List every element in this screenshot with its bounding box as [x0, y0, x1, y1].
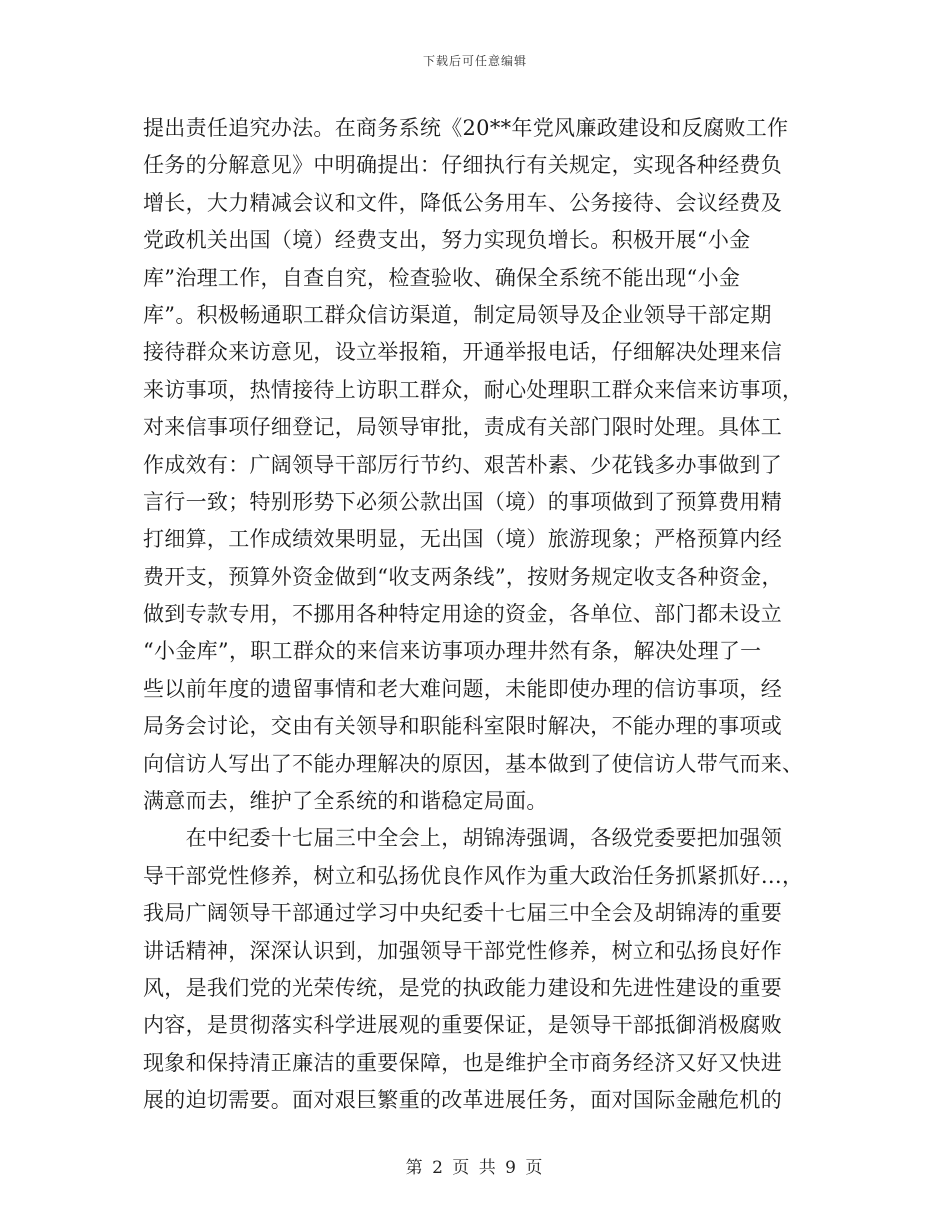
- text-line: 局务会讨论，交由有关领导和职能科室限时解决，不能办理的事项或: [143, 714, 782, 739]
- text-line: 在中纪委十七届三中全会上，胡锦涛强调，各级党委要把加强领: [143, 826, 782, 851]
- text-line: 导干部党性修养，树立和弘扬优良作风作为重大政治任务抓紧抓好…，: [143, 863, 804, 888]
- document-body: [143, 110, 808, 1120]
- text-line: “小金库”，职工群众的来信来访事项办理井然有条，解决处理了一: [143, 639, 762, 664]
- text-line: 库”。积极畅通职工群众信访渠道，制定局领导及企业领导干部定期: [143, 302, 772, 327]
- text-line: 提出责任追究办法。在商务系统《20**年党风廉政建设和反腐败工作: [143, 116, 789, 140]
- text-line: 展的迫切需要。面对艰巨繁重的改革进展任务，面对国际金融危机的: [143, 1088, 782, 1113]
- page-number-footer: 第 2 页 共 9 页: [405, 1158, 545, 1178]
- text-line: 风，是我们党的光荣传统，是党的执政能力建设和先进性建设的重要: [143, 975, 782, 1000]
- text-line: 内容，是贯彻落实科学进展观的重要保证，是领导干部抵御消极腐败: [143, 1013, 782, 1038]
- text-line: 对来信事项仔细登记，局领导审批，责成有关部门限时处理。具体工: [143, 415, 782, 440]
- text-line: 接待群众来访意见，设立举报箱，开通举报电话，仔细解决处理来信: [143, 340, 782, 365]
- text-line: 些以前年度的遗留事情和老大难问题，未能即使办理的信访事项，经: [143, 676, 782, 701]
- text-line: 党政机关出国（境）经费支出，努力实现负增长。积极开展“小金: [143, 228, 751, 253]
- text-line: 增长，大力精减会议和文件，降低公务用车、公务接待、会议经费及: [143, 190, 782, 215]
- page-header: 下载后可任意编辑: [422, 54, 527, 68]
- text-line: 做到专款专用，不挪用各种特定用途的资金，各单位、部门都未设立: [143, 602, 782, 627]
- text-line: 讲话精神，深深认识到，加强领导干部党性修养，树立和弘扬良好作: [143, 938, 782, 963]
- text-line: 向信访人写出了不能办理解决的原因，基本做到了使信访人带气而来、: [143, 751, 804, 776]
- text-line: 费开支，预算外资金做到“收支两条线”，按财务规定收支各种资金，: [143, 564, 783, 589]
- text-line: 打细算，工作成绩效果明显，无出国（境）旅游现象；严格预算内经: [143, 527, 782, 552]
- text-line: 任务的分解意见》中明确提出：仔细执行有关规定，实现各种经费负: [143, 153, 782, 178]
- text-line: 我局广阔领导干部通过学习中央纪委十七届三中全会及胡锦涛的重要: [143, 901, 782, 926]
- text-line: 言行一致；特别形势下必须公款出国（境）的事项做到了预算费用精: [143, 489, 782, 514]
- text-line: 来访事项，热情接待上访职工群众，耐心处理职工群众来信来访事项，: [143, 377, 804, 402]
- text-line: 满意而去，维护了全系统的和谐稳定局面。: [143, 789, 548, 814]
- text-line: 现象和保持清正廉洁的重要保障，也是维护全市商务经济又好又快进: [143, 1050, 782, 1075]
- text-line: 库”治理工作，自查自究，检查验收、确保全系统不能出现“小金: [143, 265, 741, 290]
- text-line: 作成效有：广阔领导干部厉行节约、艰苦朴素、少花钱多办事做到了: [143, 452, 782, 477]
